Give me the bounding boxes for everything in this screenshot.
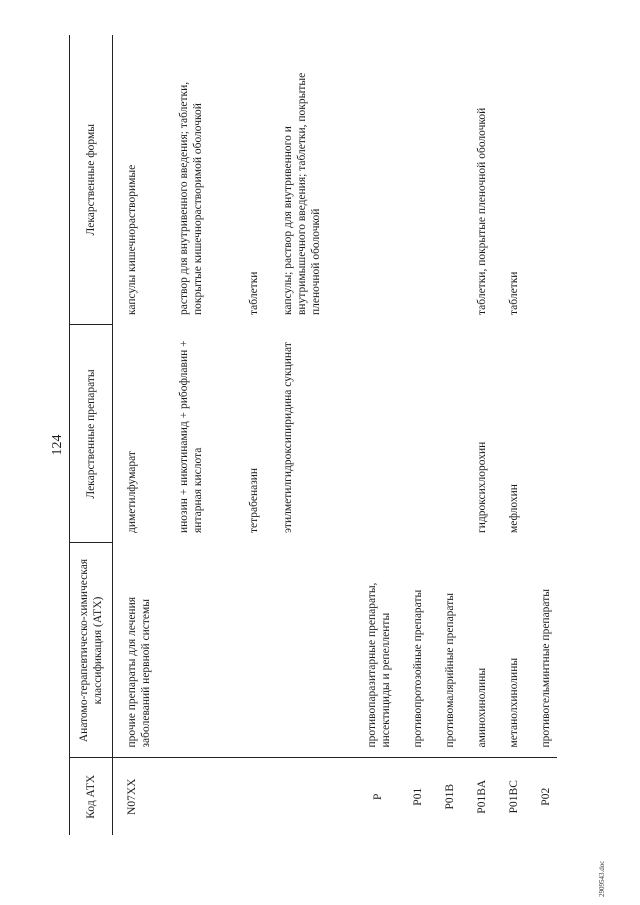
classification-cell: противогельминтные препараты <box>527 543 557 758</box>
atc-code: P01BA <box>475 779 488 814</box>
classification-cell <box>165 543 235 758</box>
drug-cell <box>527 325 557 543</box>
atc-code <box>235 758 269 835</box>
classification-cell: аминохинолины <box>463 543 495 758</box>
atc-code: P01BC <box>507 780 520 814</box>
drug-cell <box>341 325 399 543</box>
form-cell: раствор для внутривенного введения; таблетки, покрытые кишечнорастворимой оболочкой <box>177 81 204 315</box>
table-row <box>399 35 431 835</box>
atc-code: P01 <box>411 787 424 806</box>
atc-code <box>269 758 341 835</box>
footer-filename: 2909543.doc <box>598 860 606 897</box>
classification-cell <box>269 543 341 758</box>
drug-cell: гидроксихлорохин <box>475 441 488 533</box>
atc-code: P <box>371 793 384 800</box>
table-row <box>527 35 557 835</box>
table-row <box>113 35 165 835</box>
form-cell: таблетки, покрытые пленочной оболочкой <box>475 107 488 315</box>
table-header-row <box>70 35 113 835</box>
drug-cell: тетрабеназин <box>247 467 260 533</box>
header-classification: Анатомо-терапевтическо-химическая классификация (АТХ) <box>70 543 113 758</box>
atc-code: N07XX <box>126 778 138 815</box>
classification-cell <box>235 543 269 758</box>
atc-code: P01B <box>443 783 456 810</box>
form-cell <box>431 35 463 325</box>
drug-cell <box>431 325 463 543</box>
drug-cell: этилметилгидроксипиридина сукцинат <box>281 342 294 533</box>
drug-cell: мефлохин <box>507 484 520 533</box>
table-row <box>341 35 399 835</box>
form-cell <box>399 35 431 325</box>
drug-cell: диметилфумарат <box>126 451 138 533</box>
table-row <box>235 35 269 835</box>
header-code: Код АТХ <box>70 758 113 835</box>
atc-code <box>165 758 235 835</box>
table-row <box>431 35 463 835</box>
table-row <box>165 35 235 835</box>
form-cell: таблетки <box>247 271 260 315</box>
atc-code: P02 <box>539 787 552 806</box>
classification-cell: метанолхинолины <box>495 543 527 758</box>
table-row <box>495 35 527 835</box>
form-cell <box>341 35 399 325</box>
atc-table <box>69 35 557 835</box>
form-cell: капсулы; раствор для внутривенного и внутримышечного введения; таблетки, покрытые пленочной оболочкой <box>281 72 323 315</box>
drug-cell: инозин + никотинамид + рибофлавин + янтарная кислота <box>177 340 204 533</box>
form-cell <box>527 35 557 325</box>
classification-cell: прочие препараты для лечения заболеваний нервной системы <box>113 543 165 758</box>
table-row <box>463 35 495 835</box>
drug-cell <box>399 325 431 543</box>
header-forms: Лекарственные формы <box>70 35 113 325</box>
classification-cell: противопротозойные препараты <box>399 543 431 758</box>
table-row <box>269 35 341 835</box>
form-cell: таблетки <box>507 271 520 315</box>
page-number: 124 <box>50 434 65 456</box>
classification-cell: противомалярийные препараты <box>431 543 463 758</box>
form-cell: капсулы кишечнорастворимые <box>126 164 138 315</box>
header-drugs: Лекарственные препараты <box>70 325 113 543</box>
classification-cell: противопаразитарные препараты, инсектициды и репелленты <box>341 543 399 758</box>
